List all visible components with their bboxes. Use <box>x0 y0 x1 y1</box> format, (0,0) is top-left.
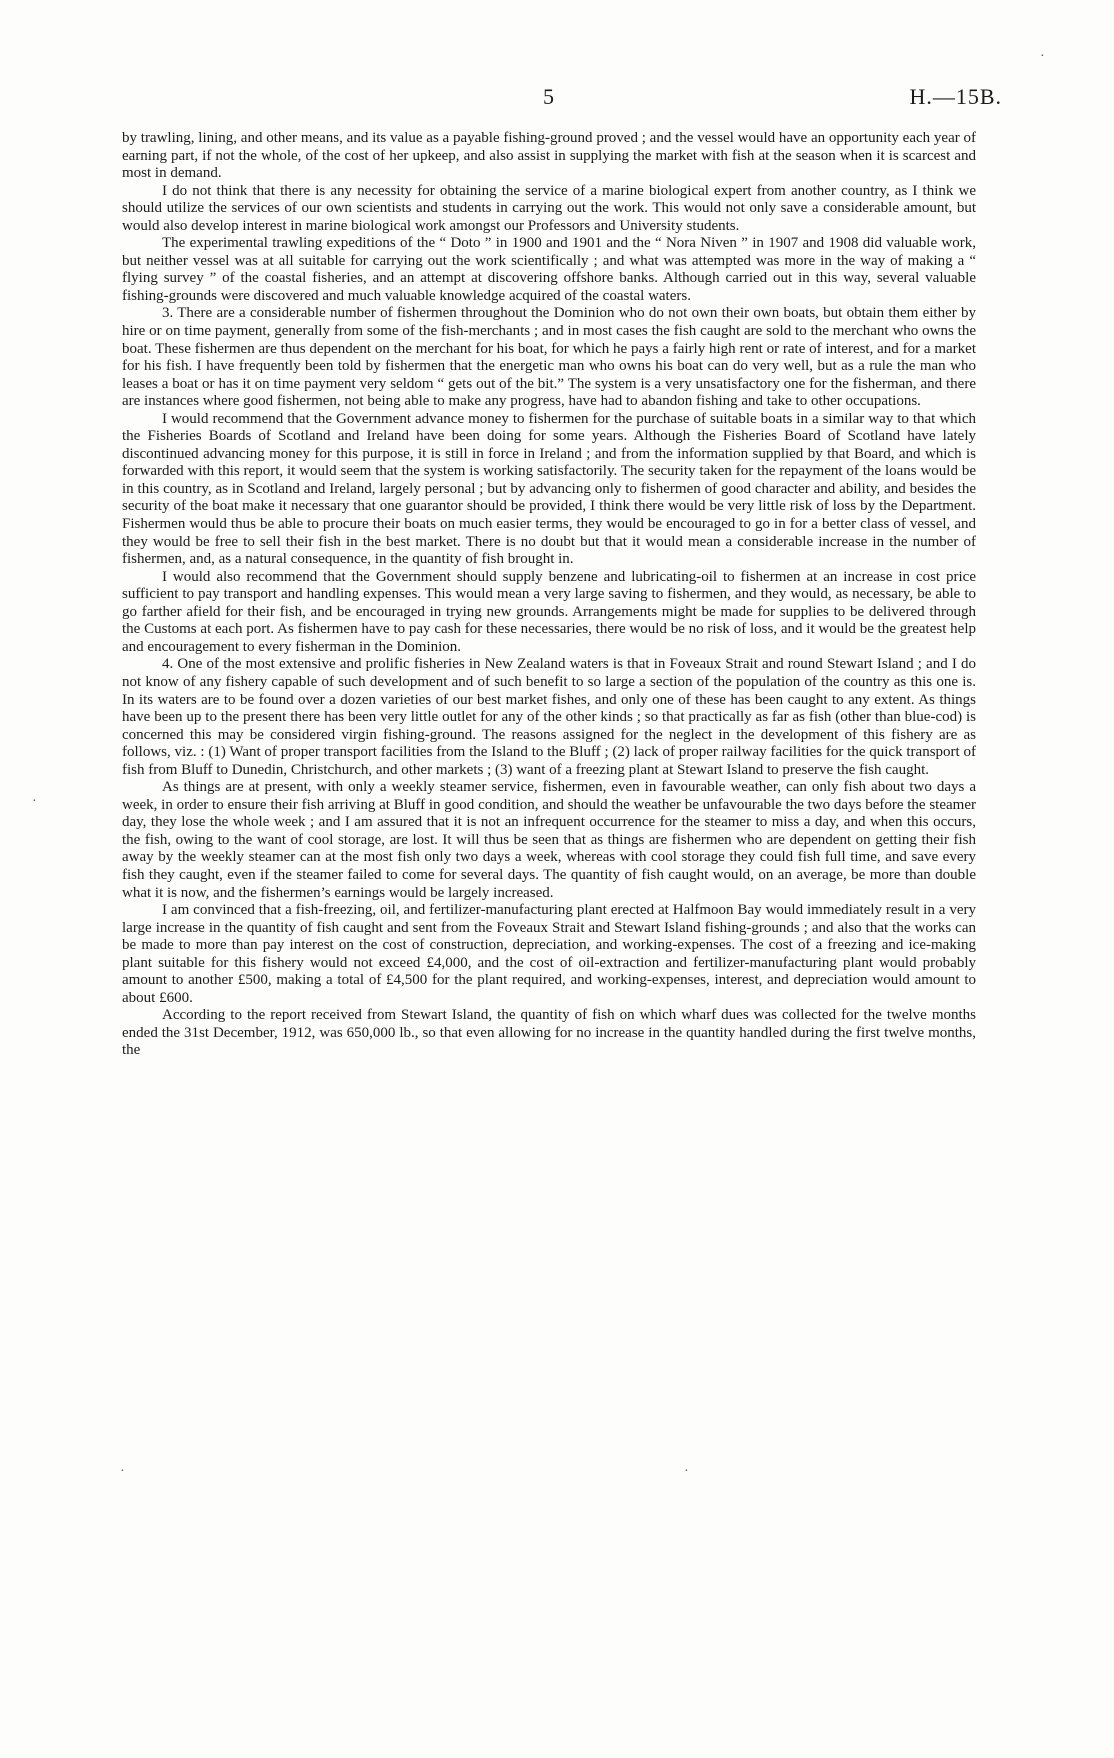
document-reference: H.—15B. <box>909 84 1002 109</box>
paragraph-steamer-service: As things are at present, with only a weekly steamer service, fishermen, even in favourable weather, can only fish about two days a week, in order to ensure their fish arriving at Bluff in good condition, and should the weather be unfavourable the two days before the steamer day, they lose the whole week ; and I am assured that it is not an infrequent occurrence for the steamer to miss a day, and when this occurs, the fish, owing to the want of cool storage, are lost. It will thus be seen that as things are fishermen who are dependent on getting their fish away by the weekly steamer can at the most fish only two days a week, whereas with cool storage they could fish full time, and save every fish they caught, even if the steamer failed to come for several days. The quantity of fish caught would, on an average, be more than double what it is now, and the fishermen’s earnings would be largely increased. <box>122 779 976 901</box>
paragraph-section-3-boat-ownership: 3. There are a considerable number of fishermen throughout the Dominion who do not own their own boats, but obtain them either by hire or on time payment, generally from some of the fish-merchants ; and in most cases the fish caught are sold to the merchant who owns the boat. These fishermen are thus dependent on the merchant for his boat, for which he pays a fairly high rent or rate of interest, and for a market for his fish. I have frequently been told by fishermen that the energetic man who owns his boat can do very well, but as a rule the man who leases a boat or has it on time payment very seldom “ gets out of the bit.” The system is a very unsatisfactory one for the fisherman, and there are instances where good fishermen, not being able to make any progress, have had to abandon fishing and take to other occupations. <box>122 305 976 410</box>
scan-speck: · <box>1040 49 1045 64</box>
paragraph-section-4-foveaux-strait: 4. One of the most extensive and prolific fisheries in New Zealand waters is that in Foveaux Strait and round Stewart Island ; and I do not know of any fishery capable of such development and of such benefit to so large a section of the population of the country as this one is. In its waters are to be found over a dozen varieties of our best market fishes, and only one of these has been caught to any extent. As things have been up to the present there has been very little outlet for any of the other kinds ; so that practically as far as fish (other than blue-cod) is concerned this may be considered virgin fishing-ground. The reasons assigned for the neglect in the development of this fishery are as follows, viz. : (1) Want of proper transport facilities from the Island to the Bluff ; (2) lack of proper railway facilities for the quick transport of fish from Bluff to Dunedin, Christchurch, and other markets ; (3) want of a freezing plant at Stewart Island to preserve the fish caught. <box>122 656 976 778</box>
paragraph-freezing-plant: I am convinced that a fish-freezing, oil, and fertilizer-manufacturing plant erected at Halfmoon Bay would immediately result in a very large increase in the quantity of fish caught and sent from the Foveaux Strait and Stewart Island fishing-grounds ; and also that the works can be made to more than pay interest on the cost of construction, depreciation, and working-expenses. The cost of a freezing and ice-making plant suitable for this fishery would not exceed £4,000, and the cost of oil-extraction and fertilizer-manufacturing plant would probably amount to another £500, making a total of £4,500 for the plant required, and working-expenses, interest, and depreciation would amount to about £600. <box>122 902 976 1006</box>
page-header <box>0 84 1114 114</box>
scan-speck: · <box>684 1464 689 1479</box>
paragraph-government-advance: I would recommend that the Government advance money to fishermen for the purchase of suitable boats in a similar way to that which the Fisheries Boards of Scotland and Ireland have been doing for some years. Although the Fisheries Board of Scotland have lately discontinued advancing money for this purpose, it is still in force in Ireland ; and from the information supplied by that Board, and which is forwarded with this report, it would seem that the system is working satisfactorily. The security taken for the repayment of the loans would be in this country, as in Scotland and Ireland, largely personal ; but by advancing only to fishermen of good character and ability, and besides the security of the boat make it necessary that one guarantor should be provided, I think there would be very little risk of loss by the Department. Fishermen would thus be able to procure their boats on much easier terms, they would be encouraged to go in for a better class of vessel, and they would be free to sell their fish in the best market. There is no doubt but that it would mean a considerable increase in the number of fishermen, and, as a natural consequence, in the quantity of fish brought in. <box>122 410 976 568</box>
scan-speck: · <box>120 1464 125 1479</box>
page-number: 5 <box>543 84 555 109</box>
body-text <box>122 130 976 1060</box>
paragraph-wharf-dues: According to the report received from Stewart Island, the quantity of fish on which wharf dues was collected for the twelve months ended the 31st December, 1912, was 650,000 lb., so that even allowing for no increase in the quantity handled during the first twelve months, the <box>122 1007 976 1059</box>
scan-speck: · <box>32 794 37 809</box>
paragraph-biological-expert: I do not think that there is any necessity for obtaining the service of a marine biological expert from another country, as I think we should utilize the services of our own scientists and students in carrying out the work. This would not only save a considerable amount, but would also develop interest in marine biological work amongst our Professors and University students. <box>122 182 976 234</box>
paragraph-continuation: by trawling, lining, and other means, and its value as a payable fishing-ground proved ; and the vessel would have an opportunity each year of earning part, if not the whole, of the cost of her upkeep, and also assist in supplying the market with fish at the season when it is scarcest and most in demand. <box>122 130 976 182</box>
paragraph-benzene-supply: I would also recommend that the Government should supply benzene and lubricating-oil to fishermen at an increase in cost price sufficient to pay transport and handling expenses. This would mean a very large saving to fishermen, and they would, as necessary, be able to go farther afield for their fish, and be encouraged in trying new grounds. Arrangements might be made for supplies to be delivered through the Customs at each port. As fishermen have to pay cash for these necessaries, there would be no risk of loss, and it would be the greatest help and encouragement to every fisherman in the Dominion. <box>122 568 976 655</box>
paragraph-trawling-expeditions: The experimental trawling expeditions of the “ Doto ” in 1900 and 1901 and the “ Nora Niven ” in 1907 and 1908 did valuable work, but neither vessel was at all suitable for carrying out the work scientifically ; and what was attempted was more in the way of making a “ flying survey ” of the coastal fisheries, and an attempt at discovering offshore banks. Although carried out in this way, several valuable fishing-grounds were discovered and much valuable knowledge acquired of the coastal waters. <box>122 235 976 304</box>
